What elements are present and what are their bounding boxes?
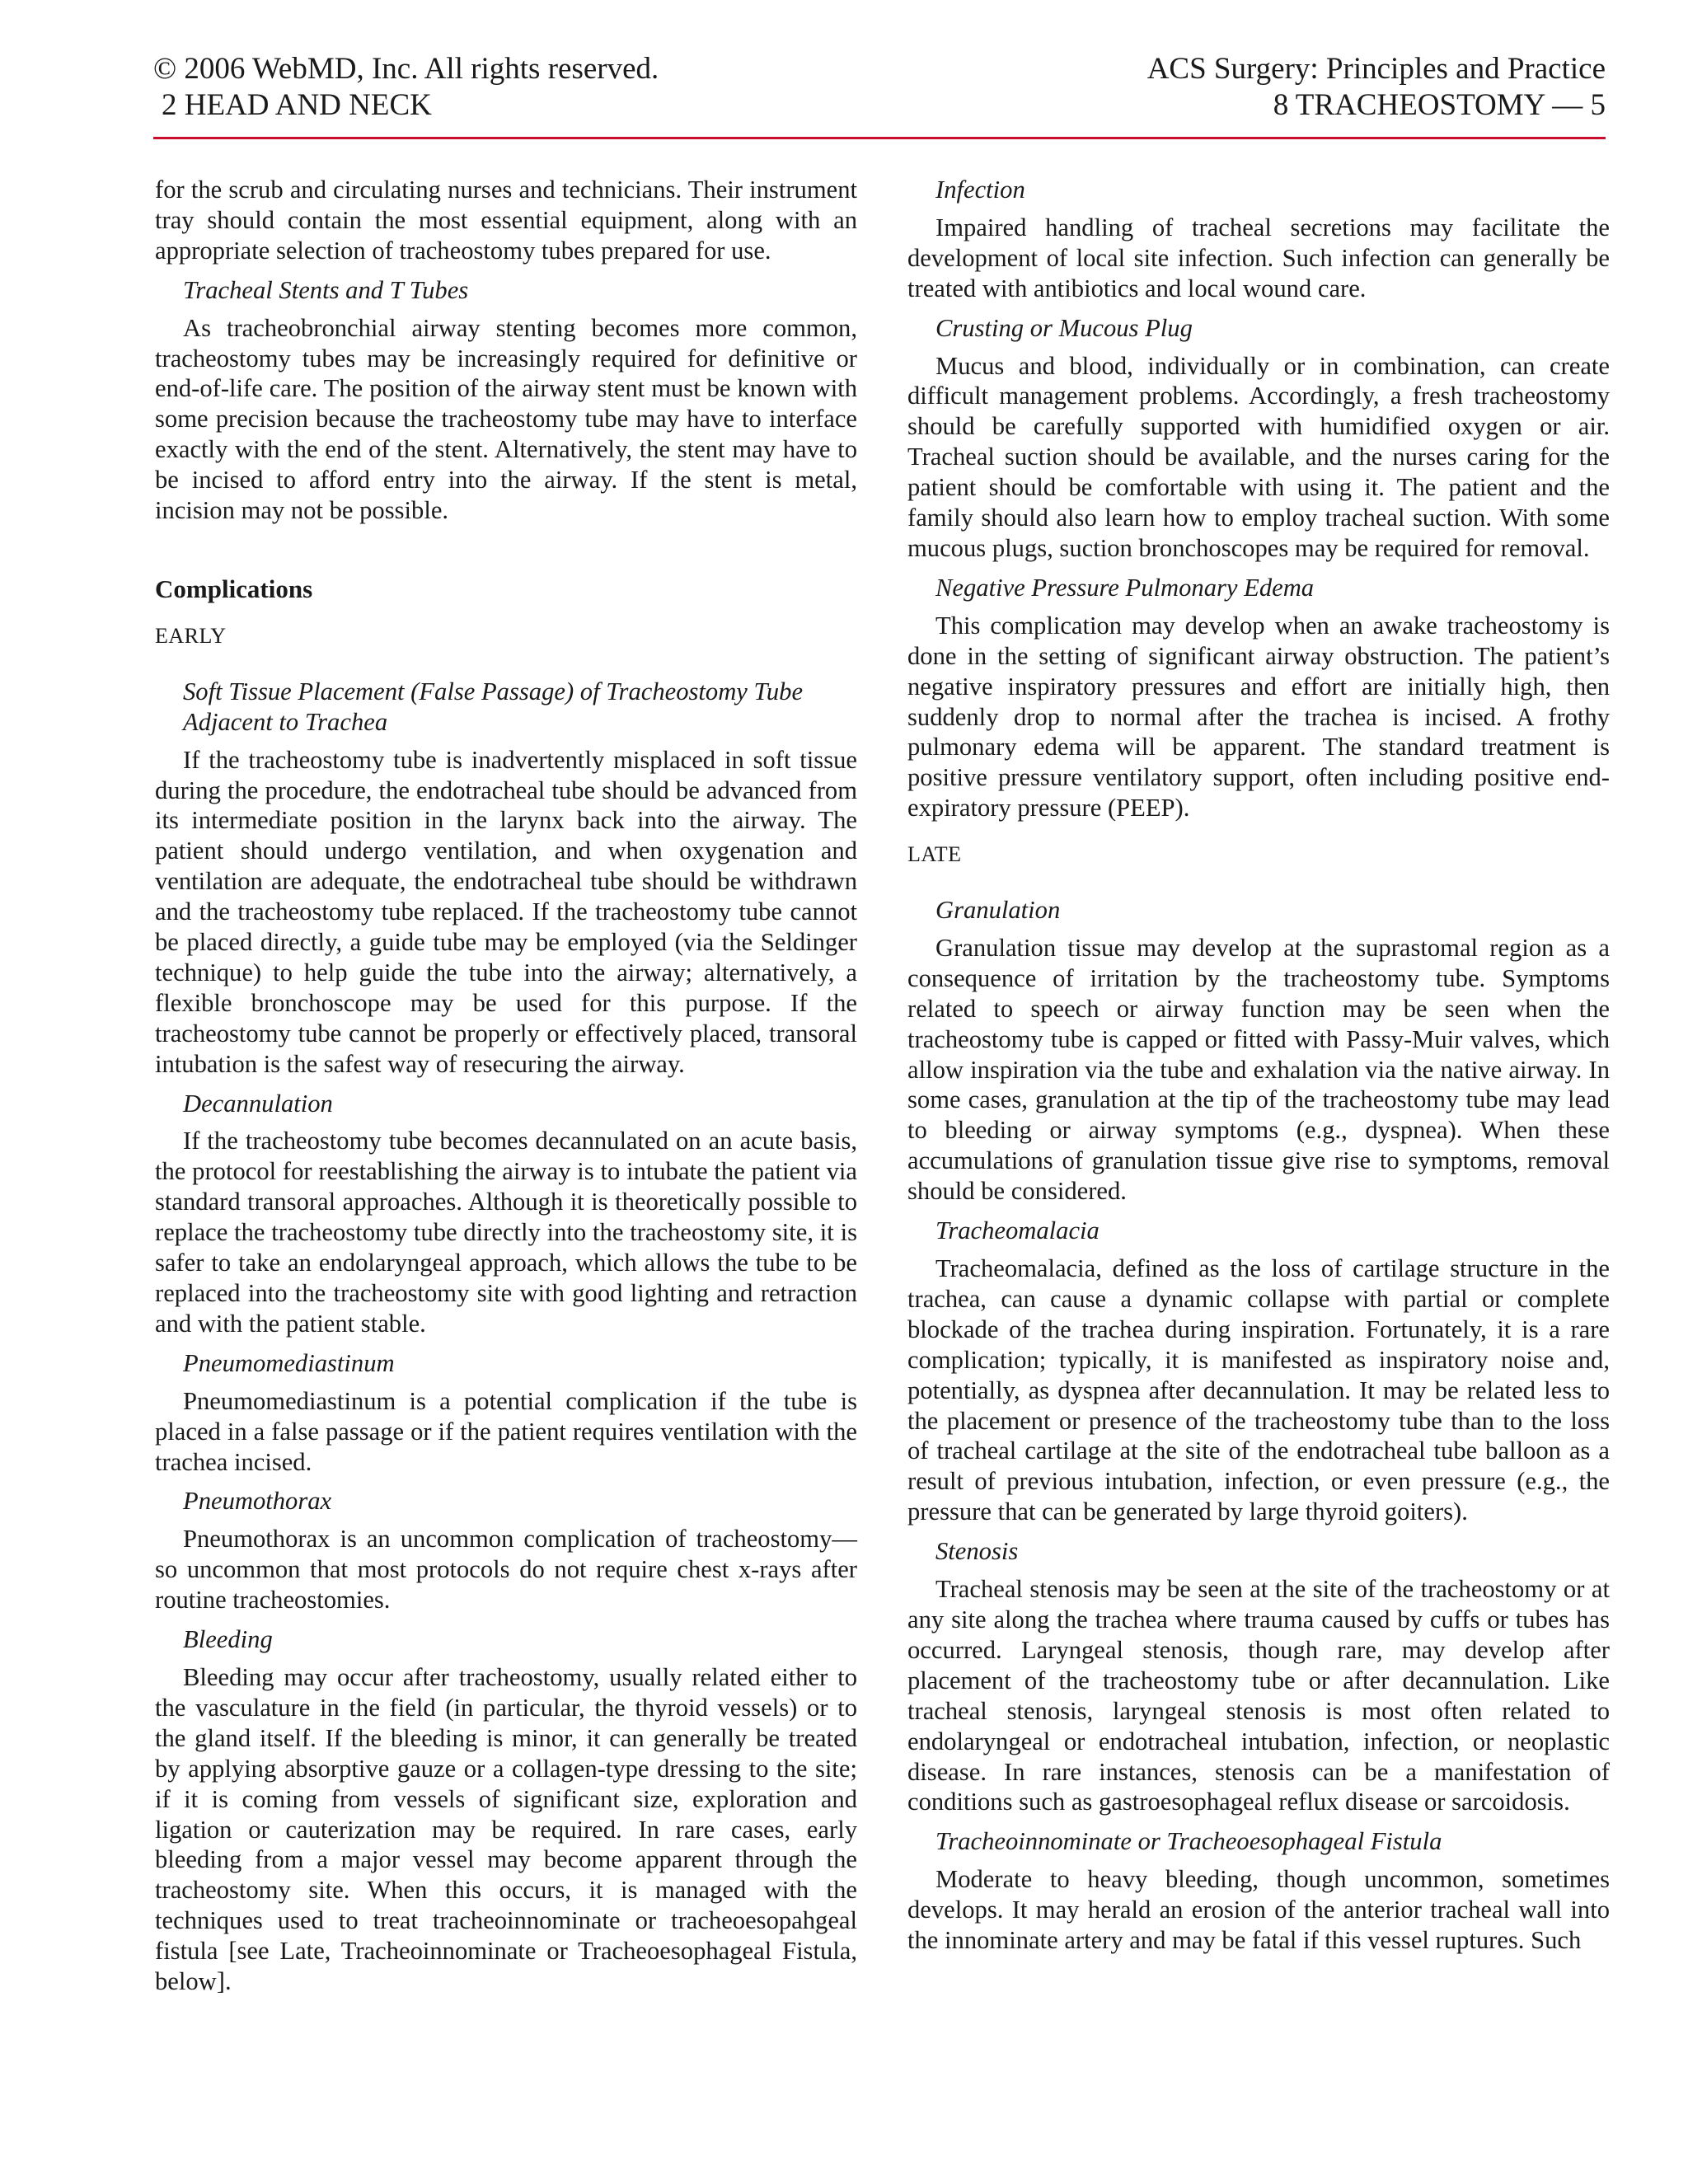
running-header [153, 51, 1606, 139]
infection-paragraph: Impaired handling of tracheal secretions may facilitate the development of local site infection. Such infection can generally be treated with antibiotics and local wound care. [907, 213, 1610, 302]
stents-paragraph: As tracheobronchial airway stenting becomes more common, tracheostomy tubes may be increasingly required for definitive or end-of-life care. The position of the airway stent must be known with some precision because the tracheostomy tube may have to interface exactly with the end of the stent. Alternatively, the stent may have to be incised to afford entry into the airway. If the stent is metal, incision may not be possible. [155, 313, 857, 525]
section-line: 2 HEAD AND NECK [162, 88, 432, 122]
copyright-line: © 2006 WebMD, Inc. All rights reserved. [153, 52, 659, 86]
fistula-heading: Tracheoinnominate or Tracheoesophageal Fistula [935, 1827, 1442, 1856]
chapter-line: 8 TRACHEOSTOMY — 5 [1273, 88, 1606, 122]
fistula-paragraph: Moderate to heavy bleeding, though uncommon, sometimes develops. It may herald an erosion of the anterior tracheal wall into the innominate artery and may be fatal if this vessel ruptures. Such [907, 1865, 1610, 1955]
edema-heading: Negative Pressure Pulmonary Edema [935, 573, 1315, 602]
soft-tissue-heading: Soft Tissue Placement (False Passage) of Tracheostomy Tube Adjacent to Trachea [183, 677, 804, 736]
header-left [153, 51, 659, 124]
crusting-paragraph: Mucus and blood, individually or in combination, can create difficult management problems. Accordingly, a fresh tracheostomy should be carefully supported with humidified oxygen or air. Tracheal suction should be available, and the nurses caring for the patient should be comfortable with using it. The patient and the family should also learn how to employ tracheal suction. With some mucous plugs, suction bronchoscopes may be required for removal. [907, 351, 1610, 562]
pneumomediastinum-heading: Pneumomediastinum [183, 1348, 395, 1377]
soft-tissue-paragraph: If the tracheostomy tube is inadvertently misplaced in soft tissue during the procedure, the endotracheal tube should be advanced from its intermediate position in the larynx back into the airway. The patient should undergo ventilation, and when oxygenation and ventilation are adequate, the endotracheal tube should be withdrawn and the tracheostomy tube replaced. If the tracheostomy tube cannot be placed directly, a guide tube may be employed (via the Seldinger technique) to help guide the tube into the airway; alternatively, a flexible bronchoscope may be used for this purpose. If the tracheostomy tube cannot be properly or effectively placed, transoral intubation is the safest way of resecuring the airway. [155, 745, 857, 1078]
stenosis-paragraph: Tracheal stenosis may be seen at the site of the tracheostomy or at any site along the trachea where trauma caused by cuffs or tubes has occurred. Laryngeal stenosis, though rare, may develop after placement of the tracheostomy tube or after decannulation. Like tracheal stenosis, laryngeal stenosis is most often related to endolaryngeal or endotracheal intubation, infection, or neoplastic disease. In rare instances, stenosis can be a manifestation of conditions such as gastroesophageal reflux disease or sarcoidosis. [907, 1575, 1610, 1816]
pneumothorax-heading: Pneumothorax [183, 1487, 332, 1516]
right-column [907, 175, 1610, 1956]
edema-paragraph: This complication may develop when an awake tracheostomy is done in the setting of significant airway obstruction. The patient’s negative inspiratory pressures and effort are initially high, then suddenly drop to normal after the trachea is incised. A frothy pulmonary edema will be apparent. The standard treatment is positive pressure ventilatory support, often including positive end-expiratory pressure (PEEP). [907, 611, 1610, 823]
stenosis-heading: Stenosis [935, 1537, 1019, 1566]
left-column [155, 175, 857, 1997]
intro-paragraph: for the scrub and circulating nurses and technicians. Their instrument tray should contain the most essential equipment, along with an appropriate selection of tracheostomy tubes prepared for use. [155, 176, 857, 265]
early-label: EARLY [155, 623, 227, 648]
tracheomalacia-paragraph: Tracheomalacia, defined as the loss of cartilage structure in the trachea, can cause a dynamic collapse with partial or complete blockade of the trachea during inspiration. Fortunately, it is a rare complication; typically, it is manifested as inspiratory noise and, potentially, as dyspnea after decannulation. It may be related less to the placement or presence of the tracheostomy tube than to the loss of tracheal cartilage at the site of the endotracheal tube balloon as a result of previous intubation, infection, or even pressure (e.g., the pressure that can be generated by large thyroid goiters). [907, 1254, 1610, 1526]
bleeding-heading: Bleeding [183, 1625, 273, 1654]
granulation-heading: Granulation [935, 896, 1061, 925]
decannulation-paragraph: If the tracheostomy tube becomes decannulated on an acute basis, the protocol for reestablishing the airway is to intubate the patient via standard transoral approaches. Although it is theoretically possible to replace the tracheostomy tube directly into the tracheostomy site, it is safer to take an endolaryngeal approach, which allows the tube to be replaced into the tracheostomy site with good lighting and retraction and with the patient stable. [155, 1127, 857, 1338]
bleeding-paragraph: Bleeding may occur after tracheostomy, usually related either to the vasculature in the field (in particular, the thyroid vessels) or to the gland itself. If the bleeding is minor, it can generally be treated by applying absorptive gauze or a collagen-type dressing to the site; if it is coming from vessels of significant size, exploration and ligation or cauterization may be required. In rare cases, early bleeding from a major vessel may become apparent through the tracheostomy site. When this occurs, it is managed with the techniques used to treat tracheoinnominate or tracheoesopahgeal fistula [see Late, Tracheoinnominate or Tracheoesophageal Fistula, below]. [155, 1662, 857, 1996]
header-right [1147, 51, 1606, 124]
pneumomediastinum-paragraph: Pneumomediastinum is a potential complication if the tube is placed in a false passage or if the patient requires ventilation with the trachea incised. [155, 1386, 857, 1476]
decannulation-heading: Decannulation [183, 1089, 333, 1118]
infection-heading: Infection [935, 176, 1025, 204]
pneumothorax-paragraph: Pneumothorax is an uncommon complication of tracheostomy—so uncommon that most protocols do not require chest x-rays after routine tracheostomies. [155, 1525, 857, 1615]
late-label: LATE [907, 842, 962, 867]
granulation-paragraph: Granulation tissue may develop at the suprastomal region as a consequence of irritation by the tracheostomy tube. Symptoms related to speech or airway function may be seen when the tracheostomy tube is capped or fitted with Passy-Muir valves, which allow inspiration via the tube and exhalation via the native airway. In some cases, granulation at the tip of the tracheostomy tube may lead to bleeding or airway symptoms (e.g., dyspnea). When these accumulations of granulation tissue give rise to symptoms, removal should be considered. [907, 933, 1610, 1206]
stents-heading: Tracheal Stents and T Tubes [183, 275, 469, 304]
book-title: ACS Surgery: Principles and Practice [1146, 52, 1606, 86]
crusting-heading: Crusting or Mucous Plug [935, 313, 1193, 342]
tracheomalacia-heading: Tracheomalacia [935, 1216, 1100, 1245]
complications-heading: Complications [155, 574, 313, 603]
